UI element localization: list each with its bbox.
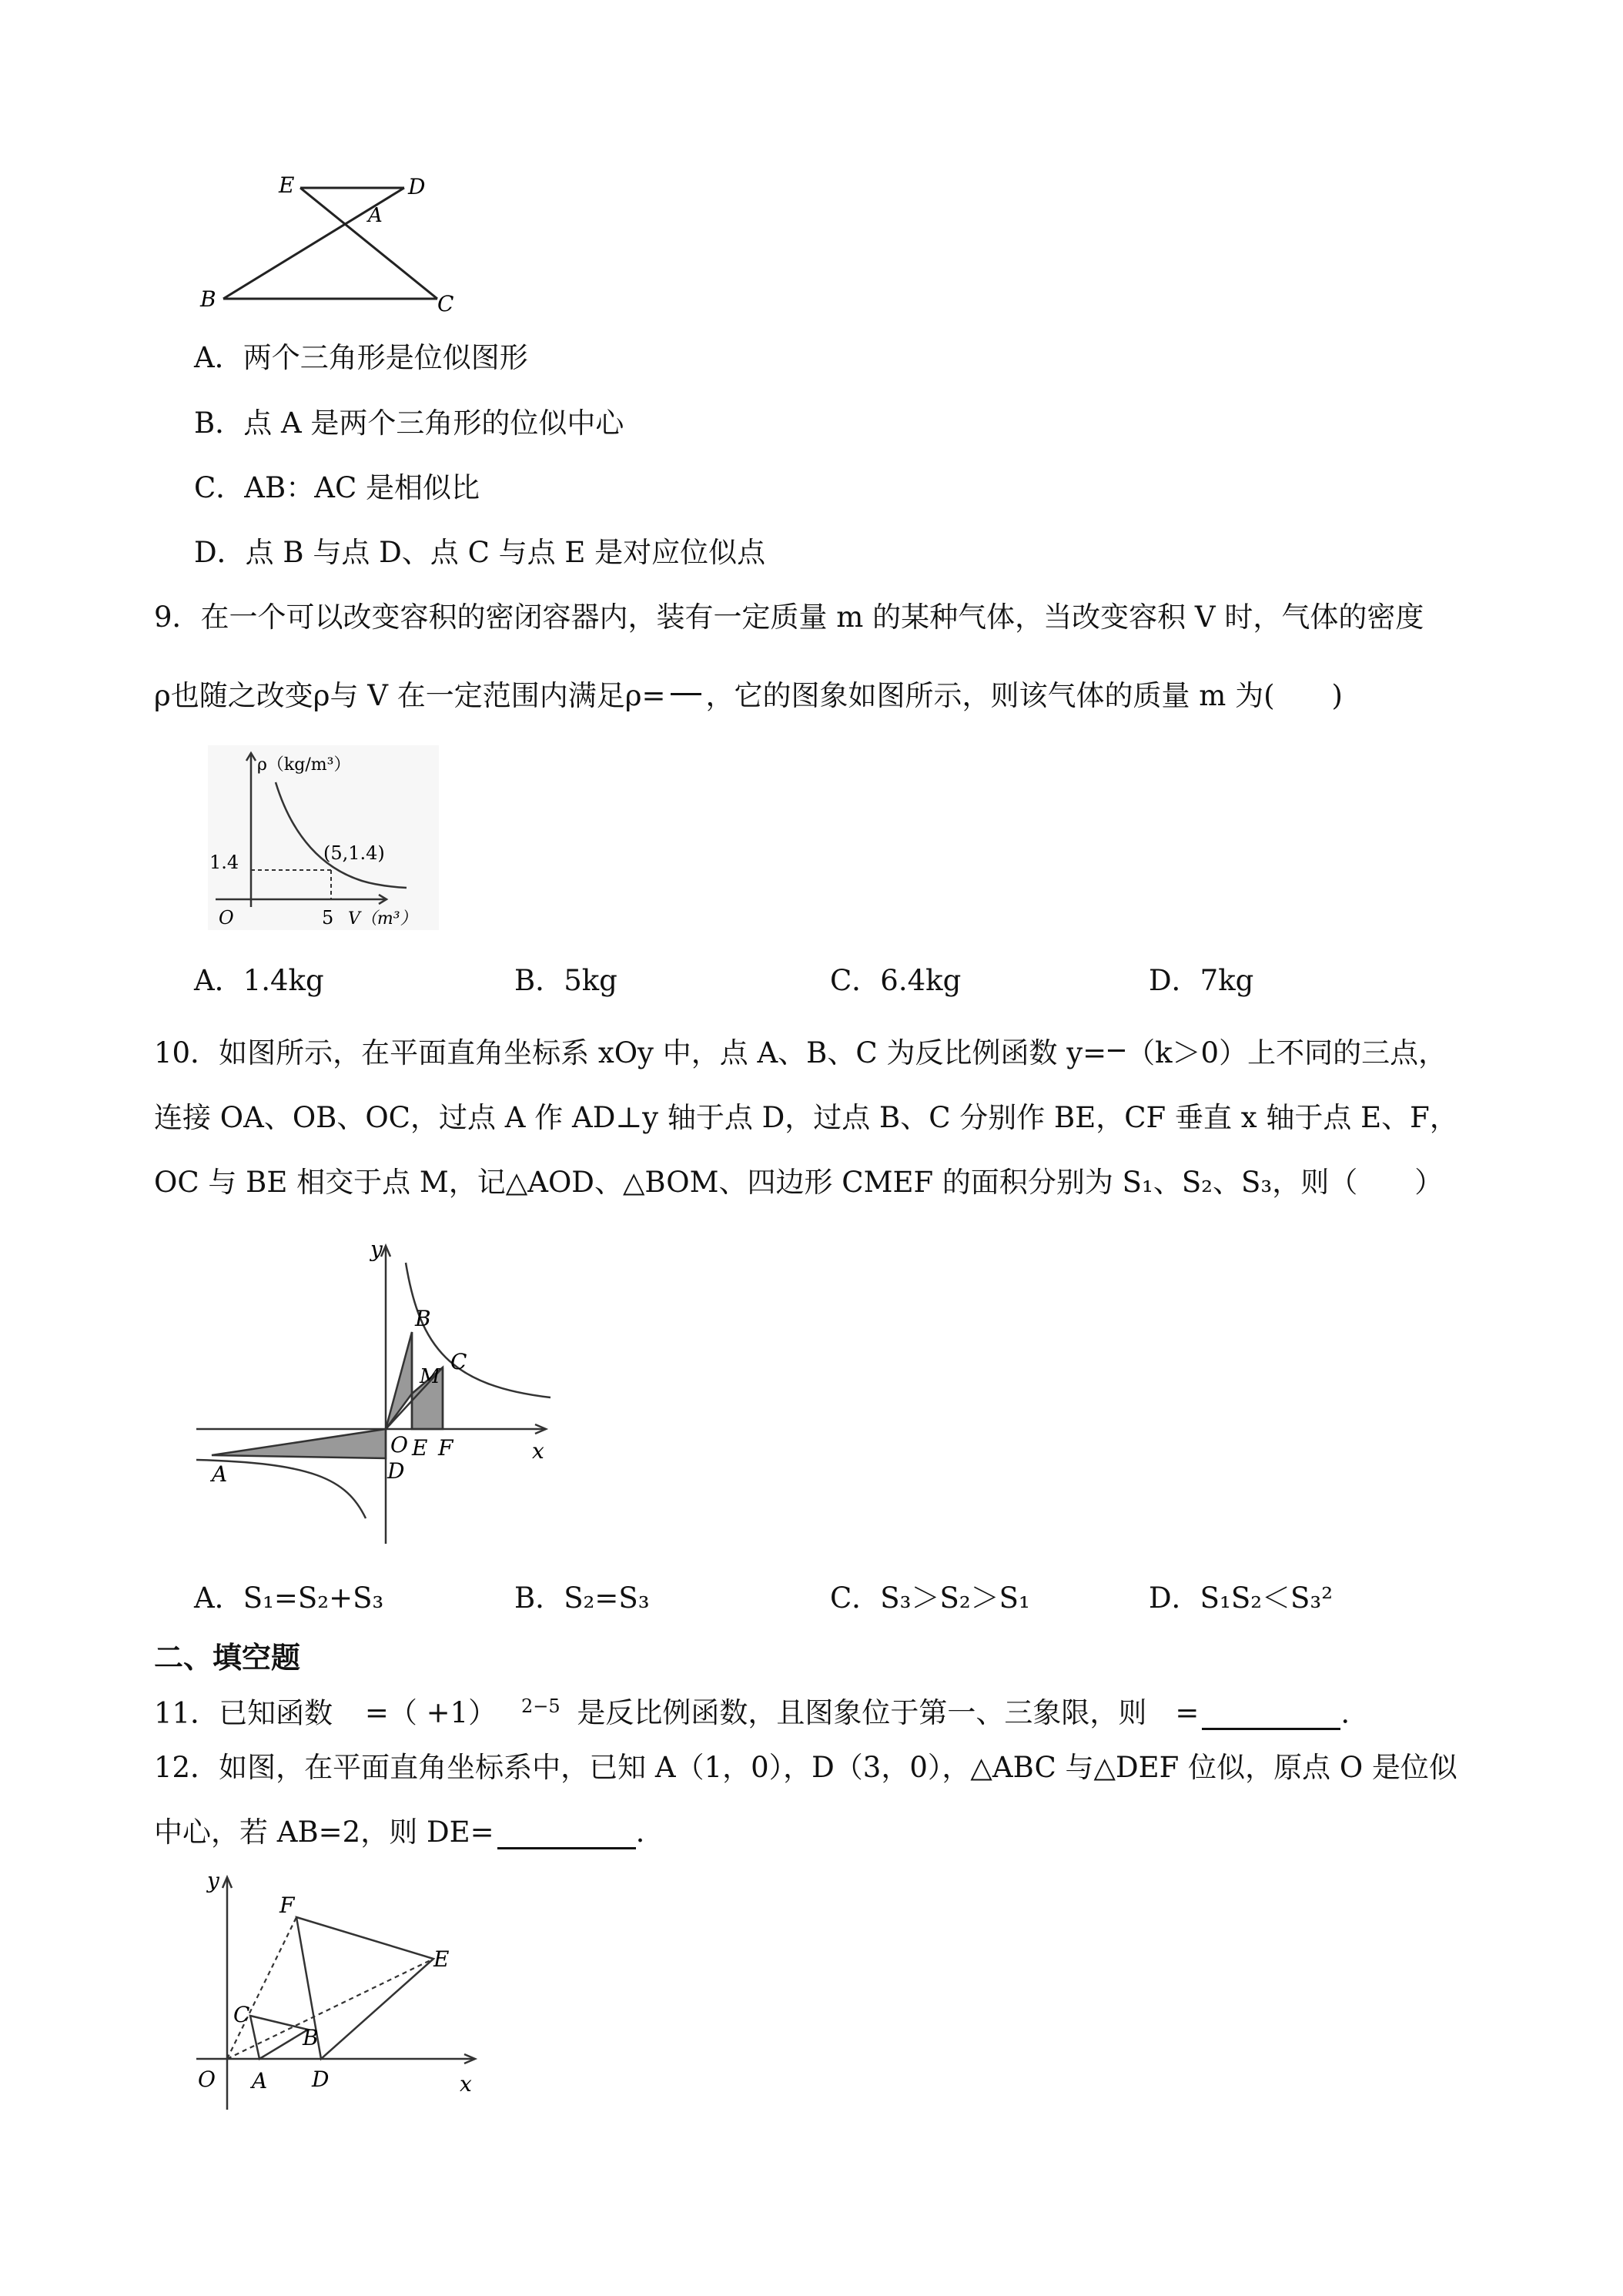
q10-line2: 连接 OA、OB、OC，过点 A 作 AD⊥y 轴于点 D，过点 B、C 分别作 BE，CF 垂直 x 轴于点 E、F， xyxy=(154,1101,1458,1134)
figure-q8-triangles xyxy=(192,169,470,323)
label-D: D xyxy=(408,174,426,199)
figure-q12-homothety xyxy=(189,1863,497,2125)
q10-line1 xyxy=(154,1036,1447,1070)
q8-option-d: D．点 B 与点 D、点 C 与点 E 是对应位似点 xyxy=(194,536,766,569)
q10-option-b: B．S₂=S₃ xyxy=(514,1581,650,1615)
q10-option-d: D．S₁S₂＜S₃² xyxy=(1149,1581,1334,1615)
q10-label-O: O xyxy=(390,1432,408,1458)
q9-graph-point-label: (5,1.4) xyxy=(323,842,385,864)
q11-end: . xyxy=(1340,1696,1350,1730)
q8-option-a: A．两个三角形是位似图形 xyxy=(194,341,528,374)
q10-label-M: M xyxy=(420,1365,440,1388)
q12-line2 xyxy=(154,1816,644,1849)
q9-option-a: A．1.4kg xyxy=(194,964,324,997)
q10-line1-a: 10．如图所示，在平面直角坐标系 xOy 中，点 A、B、C 为反比例函数 y= xyxy=(154,1036,1107,1069)
q9-fraction-bar xyxy=(671,693,701,695)
q12-label-y: y xyxy=(207,1868,219,1893)
q9-line1: 9．在一个可以改变容积的密闭容器内，装有一定质量 m 的某种气体，当改变容积 V 时，气体的密度 xyxy=(154,601,1424,634)
label-E: E xyxy=(279,172,295,198)
q12-line2-text: 中心，若 AB=2，则 DE= xyxy=(154,1816,494,1849)
q12-line1: 12．如图，在平面直角坐标系中，已知 A（1，0），D（3，0），△ABC 与△DEF 位似，原点 O 是位似 xyxy=(154,1751,1457,1784)
q9-option-b: B．5kg xyxy=(514,964,617,997)
q12-label-E: E xyxy=(433,1946,450,1972)
q10-label-A: A xyxy=(212,1461,228,1487)
q12-label-x: x xyxy=(460,2071,472,2097)
q12-label-C: C xyxy=(233,2002,250,2027)
q12-answer-blank[interactable] xyxy=(497,1819,636,1849)
q8-option-b: B．点 A 是两个三角形的位似中心 xyxy=(194,407,624,440)
q10-label-y: y xyxy=(370,1237,383,1262)
q11-suffix: 是反比例函数，且图象位于第一、三象限，则 = xyxy=(577,1696,1200,1730)
q12-label-F: F xyxy=(279,1893,295,1918)
q10-label-D: D xyxy=(387,1458,405,1484)
q12-label-D: D xyxy=(312,2067,330,2092)
q10-label-F: F xyxy=(438,1435,453,1461)
q9-line2-b: ，它的图象如图所示，则该气体的质量 m 为( ) xyxy=(705,679,1343,712)
q10-label-C: C xyxy=(450,1349,467,1374)
q9-graph-x-label: V（m³） xyxy=(348,909,417,929)
q9-graph-origin: O xyxy=(219,907,234,929)
label-A: A xyxy=(368,204,383,227)
q11-formula: =（ +1） xyxy=(364,1696,497,1730)
figure-q9-density-graph xyxy=(208,745,439,930)
q9-graph-y-tick: 1.4 xyxy=(209,852,239,873)
q12-label-B: B xyxy=(303,2025,319,2050)
q10-fraction-bar xyxy=(1108,1049,1125,1052)
q12-label-O: O xyxy=(198,2067,216,2092)
q10-option-a: A．S₁=S₂+S₃ xyxy=(194,1581,384,1615)
figure-q10-inverse-graph xyxy=(189,1232,558,1555)
q11-exponent: 2−5 xyxy=(520,1695,561,1717)
label-B: B xyxy=(200,286,216,312)
q12-end: . xyxy=(635,1816,645,1849)
label-C: C xyxy=(437,291,454,316)
q10-label-x: x xyxy=(532,1438,544,1464)
q12-label-A: A xyxy=(252,2068,268,2094)
q11-answer-blank[interactable] xyxy=(1202,1700,1340,1730)
q9-line2-a: ρ也随之改变ρ与 V 在一定范围内满足ρ= xyxy=(154,679,666,712)
q9-line2 xyxy=(154,679,1343,713)
q9-graph-x-tick: 5 xyxy=(322,907,334,929)
q10-label-E: E xyxy=(412,1435,428,1461)
q11-prefix: 11．已知函数 xyxy=(154,1696,333,1730)
section-heading-fill-in: 二、填空题 xyxy=(154,1641,301,1675)
q8-option-c: C．AB：AC 是相似比 xyxy=(194,471,480,504)
q10-line1-b: （k＞0）上不同的三点， xyxy=(1126,1036,1447,1069)
q10-line3: OC 与 BE 相交于点 M，记△AOD、△BOM、四边形 CMEF 的面积分别为 S₁、S₂、S₃，则（ ） xyxy=(154,1166,1444,1199)
q10-option-c: C．S₃＞S₂＞S₁ xyxy=(830,1581,1030,1615)
q11-line xyxy=(154,1689,1350,1730)
q9-graph-y-label: ρ（kg/m³） xyxy=(257,755,351,775)
q9-option-d: D．7kg xyxy=(1149,964,1254,997)
q10-label-B: B xyxy=(415,1306,431,1331)
q9-option-c: C．6.4kg xyxy=(830,964,962,997)
